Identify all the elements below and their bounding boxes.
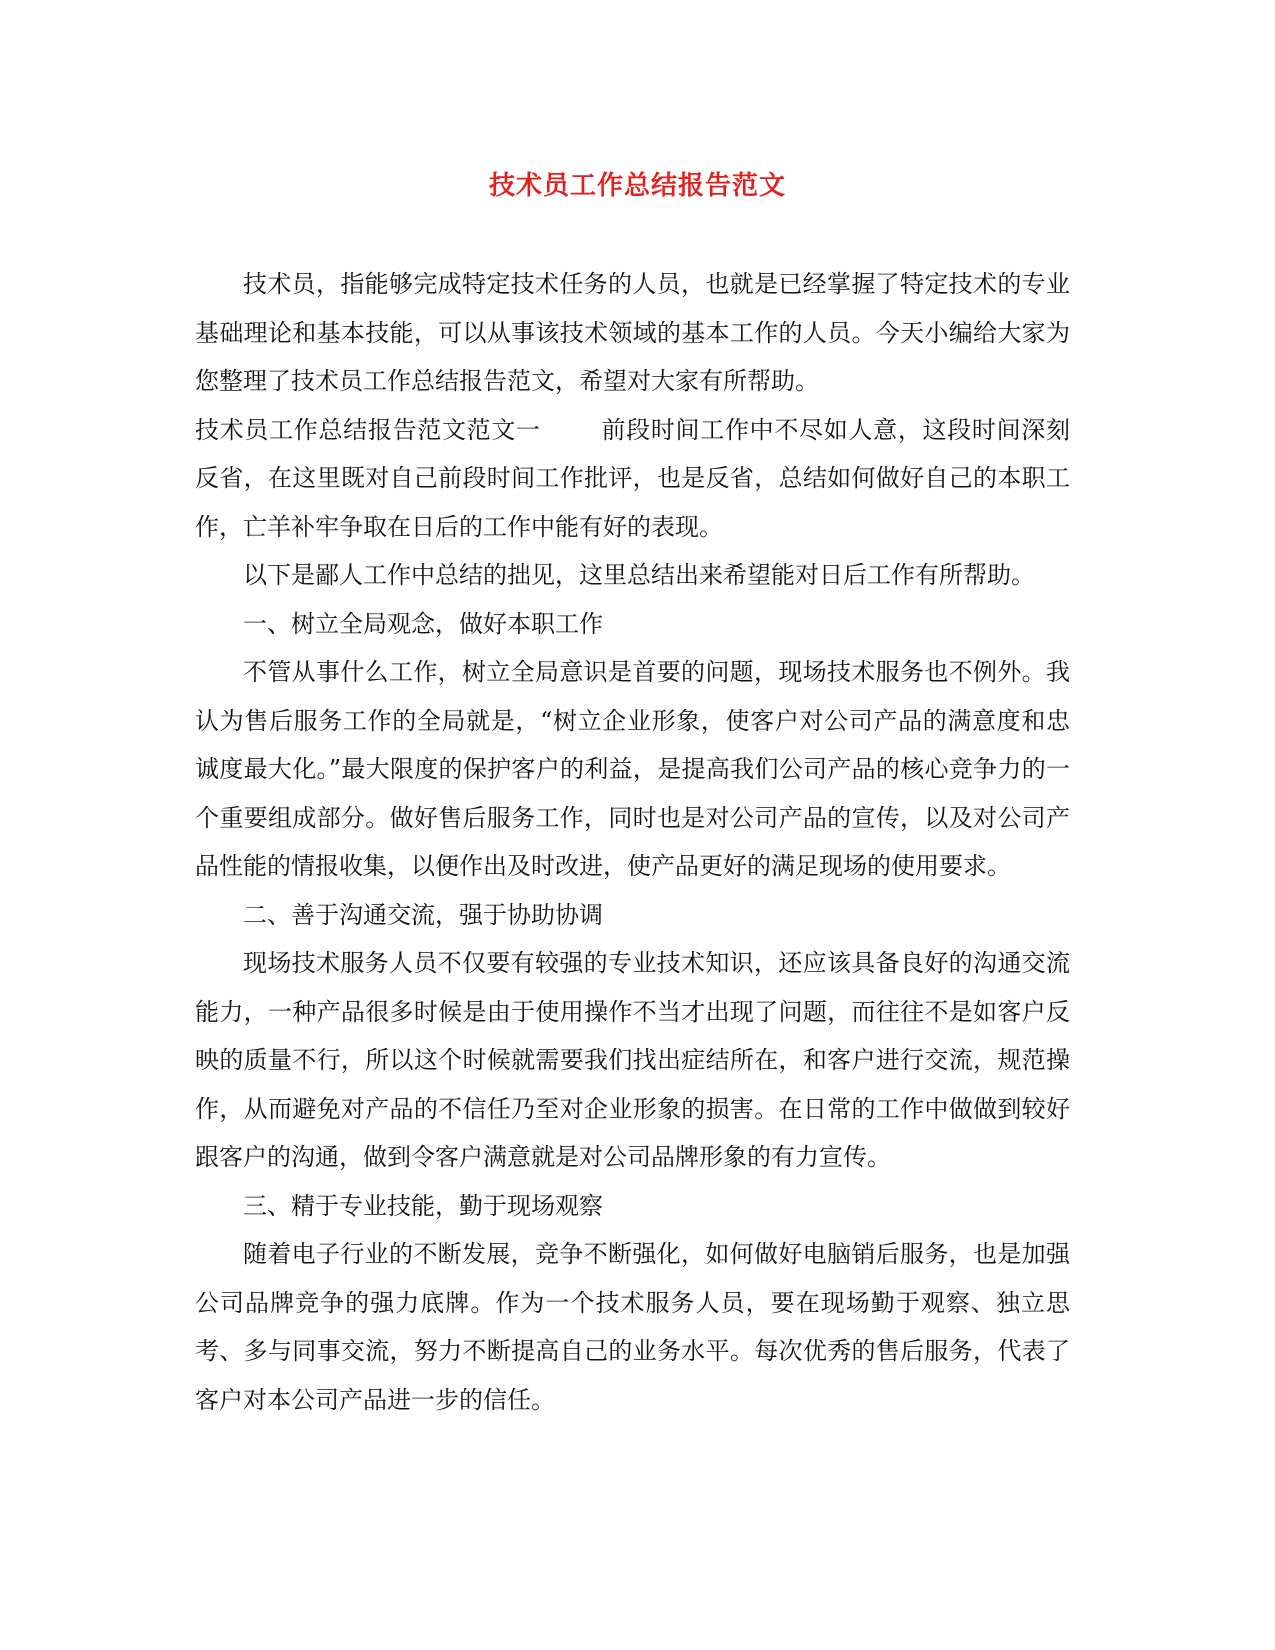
section-body-2: 现场技术服务人员不仅要有较强的专业技术知识，还应该具备良好的沟通交流能力，一种产品很多时候是由于使用操作不当才出现了问题，而往往不是如客户反映的质量不行，所以这个时候就需要我们找出症结所在，和客户进行交流，规范操作，从而避免对产品的不信任乃至对企业形象的损害。在日常的工作中做做到较好跟客户的沟通，做到令客户满意就是对公司品牌形象的有力宣传。: [195, 949, 1070, 1171]
document-body: [195, 260, 1070, 1424]
section-heading-1: 一、树立全局观念，做好本职工作: [243, 609, 603, 638]
sample-paragraph: [195, 406, 1070, 552]
section-heading-3: 三、精于专业技能，勤于现场观察: [243, 1191, 603, 1220]
section-body-1: 不管从事什么工作，树立全局意识是首要的问题，现场技术服务也不例外。我认为售后服务工作的全局就是，“树立企业形象，使客户对公司产品的满意度和忠诚度最大化。”最大限度的保护客户的利益，是提高我们公司产品的核心竞争力的一个重要组成部分。做好售后服务工作，同时也是对公司产品的宣传，以及对公司产品性能的情报收集，以便作出及时改进，使产品更好的满足现场的使用要求。: [195, 658, 1070, 880]
sample-heading: 技术员工作总结报告范文范文一: [195, 415, 541, 444]
section-body-3: 随着电子行业的不断发展，竞争不断强化，如何做好电脑销后服务，也是加强公司品牌竞争的强力底牌。作为一个技术服务人员，要在现场勤于观察、独立思考、多与同事交流，努力不断提高自己的业务水平。每次优秀的售后服务，代表了客户对本公司产品进一步的信任。: [195, 1240, 1070, 1414]
summary-intro-paragraph: 以下是鄙人工作中总结的拙见，这里总结出来希望能对日后工作有所帮助。: [243, 561, 1035, 589]
sample-opening: 前段时间工作中不尽如人意，这段时间深刻反省，在这里既对自己前段时间工作批评，也是反省，总结如何做好自己的本职工作，亡羊补牢争取在日后的工作中能有好的表现。: [195, 415, 1071, 541]
document-title: 技术员工作总结报告范文: [488, 171, 786, 201]
intro-paragraph: 技术员，指能够完成特定技术任务的人员，也就是已经掌握了特定技术的专业基础理论和基本技能，可以从事该技术领域的基本工作的人员。今天小编给大家为您整理了技术员工作总结报告范文，希望对大家有所帮助。: [195, 270, 1070, 395]
section-heading-2: 二、善于沟通交流，强于协助协调: [243, 900, 603, 929]
